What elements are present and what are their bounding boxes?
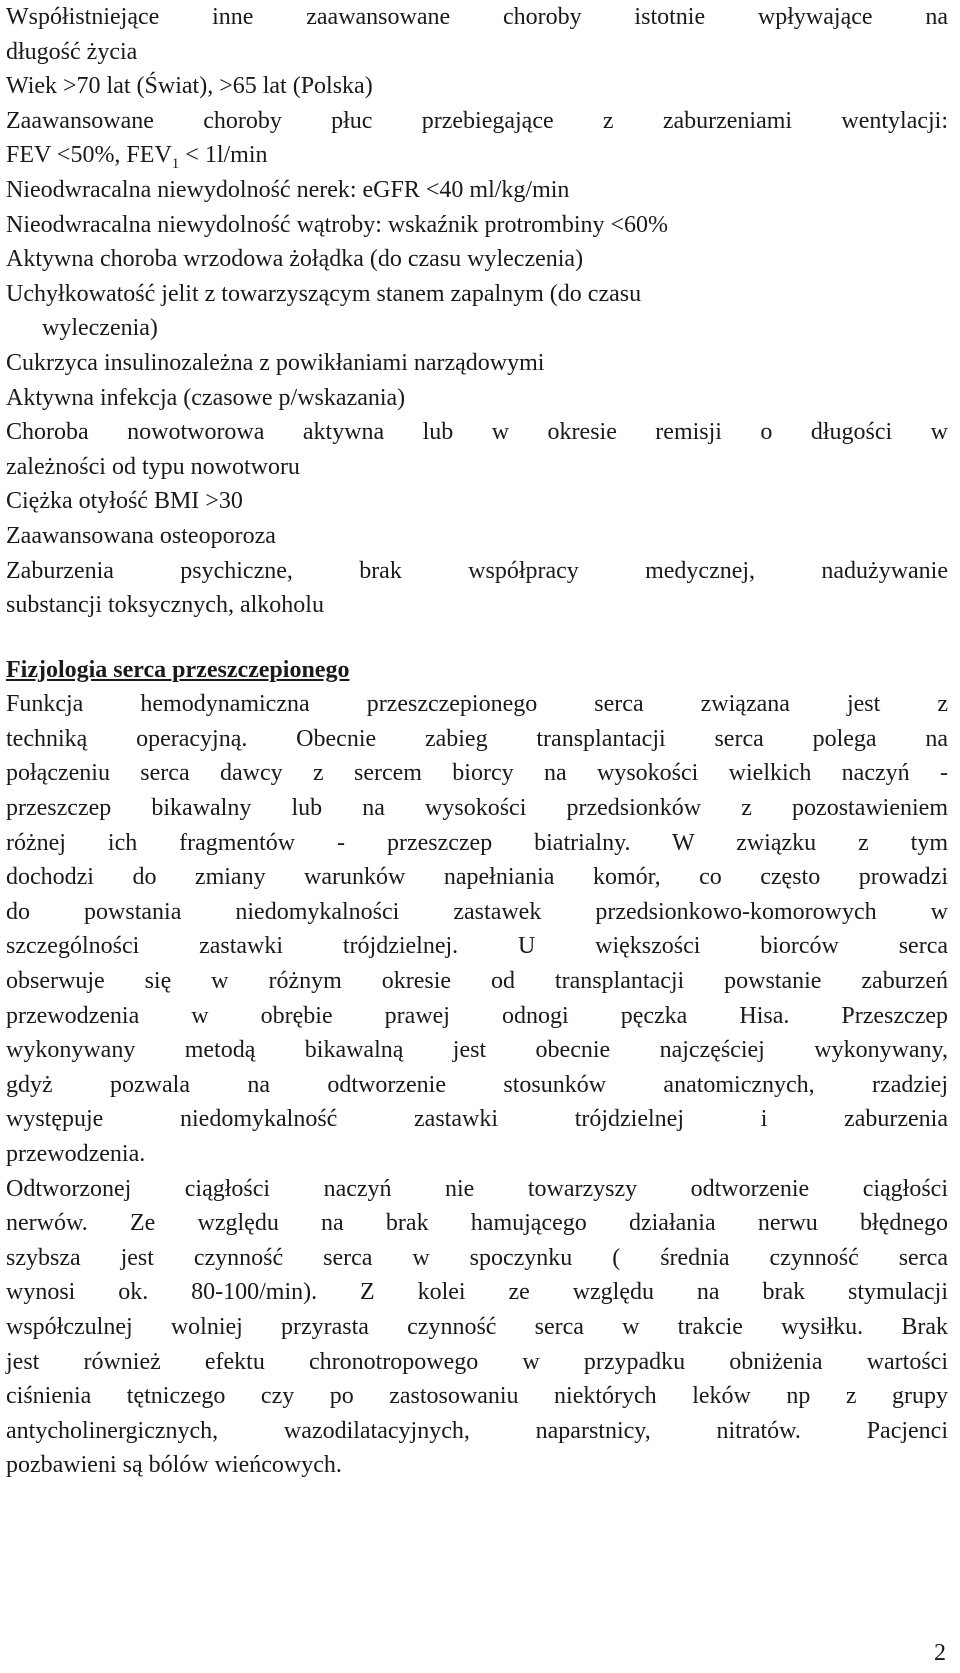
- paragraph-1: [6, 687, 948, 1171]
- list-item: Zaburzenia psychiczne, brak współpracy medycznej, nadużywanie: [6, 557, 948, 584]
- paragraph-line: przeszczep bikawalny lub na wysokości przedsionków z pozostawieniem: [6, 795, 948, 822]
- list-item: Aktywna choroba wrzodowa żołądka (do czasu wyleczenia): [6, 246, 584, 273]
- contraindications-list: [6, 0, 948, 623]
- paragraph-line: przewodzenia w obrębie prawej odnogi pęczka Hisa. Przeszczep: [6, 1002, 948, 1029]
- paragraph-line: współczulnej wolniej przyrasta czynność serca w trakcie wysiłku. Brak: [6, 1313, 948, 1340]
- list-item: Współistniejące inne zaawansowane choroby istotnie wpływające na: [6, 4, 948, 30]
- fev-subscript: 1: [171, 156, 180, 173]
- list-item: Ciężka otyłość BMI >30: [6, 488, 243, 515]
- list-item: Nieodwracalna niewydolność nerek: eGFR <40 ml/kg/min: [6, 176, 570, 203]
- section-spacer: [6, 623, 948, 653]
- paragraph-line: różnej ich fragmentów - przeszczep biatrialny. W związku z tym: [6, 829, 948, 856]
- paragraph-line: techniką operacyjną. Obecnie zabieg transplantacji serca polega na: [6, 725, 948, 752]
- paragraph-line: Odtworzonej ciągłości naczyń nie towarzyszy odtworzenie ciągłości: [6, 1175, 948, 1202]
- paragraph-line: do powstania niedomykalności zastawek przedsionkowo-komorowych w: [6, 898, 948, 925]
- paragraph-line: wykonywany metodą bikawalną jest obecnie najczęściej wykonywany,: [6, 1037, 948, 1064]
- paragraph-line: nerwów. Ze względu na brak hamującego działania nerwu błędnego: [6, 1210, 948, 1237]
- list-item: Wiek >70 lat (Świat), >65 lat (Polska): [6, 73, 373, 100]
- paragraph-line: szybsza jest czynność serca w spoczynku ( średnia czynność serca: [6, 1244, 948, 1271]
- document-page: [6, 0, 948, 1483]
- list-item: Uchyłkowatość jelit z towarzyszącym stanem zapalnym (do czasu: [6, 280, 642, 307]
- section-heading: Fizjologia serca przeszczepionego: [6, 656, 350, 683]
- paragraph-line: występuje niedomykalność zastawki trójdzielnej i zaburzenia: [6, 1106, 948, 1133]
- paragraph-line: dochodzi do zmiany warunków napełniania komór, co często prowadzi: [6, 864, 948, 891]
- paragraph-line: połączeniu serca dawcy z sercem biorcy na wysokości wielkich naczyń -: [6, 760, 948, 787]
- fev-text: FEV <50%, FEV: [6, 142, 172, 169]
- paragraph-line: antycholinergicznych, wazodilatacyjnych, naparstnicy, nitratów. Pacjenci: [6, 1417, 948, 1444]
- list-item-continuation: zależności od typu nowotworu: [6, 453, 300, 480]
- paragraph-2: [6, 1172, 948, 1483]
- list-item: Choroba nowotworowa aktywna lub w okresie remisji o długości w: [6, 419, 948, 446]
- list-item: Zaawansowana osteoporoza: [6, 522, 276, 549]
- list-item: Aktywna infekcja (czasowe p/wskazania): [6, 384, 406, 411]
- list-item-continuation: [6, 138, 948, 173]
- paragraph-line: wynosi ok. 80-100/min). Z kolei ze względu na brak stymulacji: [6, 1279, 948, 1306]
- list-item-continuation: substancji toksycznych, alkoholu: [6, 592, 324, 619]
- paragraph-line: gdyż pozwala na odtworzenie stosunków anatomicznych, rzadziej: [6, 1071, 948, 1098]
- paragraph-line: obserwuje się w różnym okresie od transplantacji powstanie zaburzeń: [6, 968, 948, 995]
- list-item-continuation: długość życia: [6, 38, 138, 65]
- page-number: 2: [934, 1640, 946, 1666]
- list-item-continuation: wyleczenia): [42, 315, 158, 342]
- paragraph-line-last: pozbawieni są bólów wieńcowych.: [6, 1452, 342, 1479]
- list-item: Zaawansowane choroby płuc przebiegające z zaburzeniami wentylacji:: [6, 107, 948, 134]
- list-item: Nieodwracalna niewydolność wątroby: wskaźnik protrombiny <60%: [6, 211, 669, 238]
- list-item: Cukrzyca insulinozależna z powikłaniami narządowymi: [6, 349, 545, 376]
- fev-value: < 1l/min: [179, 142, 268, 169]
- paragraph-line-last: przewodzenia.: [6, 1141, 146, 1167]
- paragraph-line: ciśnienia tętniczego czy po zastosowaniu niektórych leków np z grupy: [6, 1383, 948, 1410]
- paragraph-line: szczególności zastawki trójdzielnej. U większości biorców serca: [6, 933, 948, 960]
- paragraph-line: jest również efektu chronotropowego w przypadku obniżenia wartości: [6, 1348, 948, 1375]
- paragraph-line: Funkcja hemodynamiczna przeszczepionego serca związana jest z: [6, 691, 948, 718]
